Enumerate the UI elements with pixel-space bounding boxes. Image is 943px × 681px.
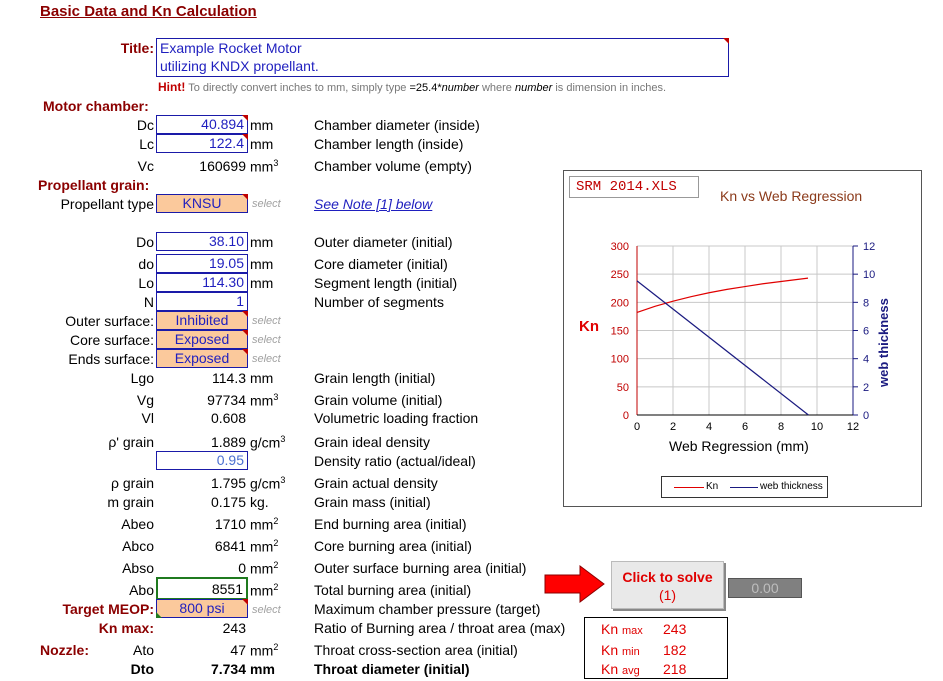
vc-value: 160699	[199, 158, 246, 174]
comment-marker-icon	[242, 311, 248, 317]
y2-tick-label: 0	[863, 410, 870, 422]
vc-description: Chamber volume (empty)	[314, 158, 472, 174]
segments-value: 1	[236, 293, 244, 309]
abo-symbol: Abo	[129, 582, 154, 598]
abeo-unit-sup: 2	[273, 516, 279, 526]
lc-input[interactable]	[156, 134, 248, 153]
solve-readout: 0.00	[728, 578, 802, 598]
core-dia-value: 19.05	[208, 255, 244, 271]
chart-ylabel: Kn	[579, 318, 599, 335]
vl-symbol: Vl	[141, 410, 154, 426]
meop-select[interactable]	[156, 599, 248, 618]
solve-button[interactable]	[611, 561, 724, 609]
kn-chart	[563, 170, 922, 507]
meop-label: Target MEOP:	[62, 601, 154, 617]
do-value: 38.10	[208, 233, 244, 249]
x-tick-label: 0	[633, 421, 641, 433]
abco-unit-text: mm	[250, 538, 274, 555]
comment-marker-icon	[242, 194, 248, 200]
vg-description: Grain volume (initial)	[314, 392, 443, 408]
lo-unit: mm	[250, 275, 274, 291]
hint-text-post: is dimension in inches.	[555, 82, 667, 94]
y2-tick-label: 2	[863, 381, 870, 394]
kn-min-value: 182	[663, 642, 687, 658]
kn-min-label	[601, 642, 640, 658]
vc-unit-text: mm	[250, 158, 274, 175]
vl-value: 0.608	[210, 410, 246, 426]
abco-value: 6841	[214, 538, 246, 554]
vg-unit	[250, 392, 278, 409]
rho-ideal-unit	[250, 434, 285, 451]
hint-formula: =25.4*	[409, 82, 442, 94]
see-note-link[interactable]: See Note [1] below	[314, 196, 433, 212]
dto-unit: mm	[250, 661, 275, 677]
do-symbol: Do	[136, 234, 154, 250]
lc-description: Chamber length (inside)	[314, 136, 464, 152]
meop-select-hint: select	[252, 604, 281, 616]
lgo-description: Grain length (initial)	[314, 370, 436, 386]
outer-surface-label: Outer surface:	[65, 313, 154, 329]
comment-marker-icon	[242, 134, 248, 140]
propellant-type-value: KNSU	[182, 195, 222, 211]
abso-unit-sup: 2	[273, 560, 279, 570]
comment-marker-icon	[242, 115, 248, 121]
lgo-value: 114.3	[212, 370, 246, 386]
rho-actual-unit-text: g/cm	[250, 475, 281, 492]
kn-max-value: 243	[663, 621, 687, 637]
dto-value: 7.734	[210, 661, 246, 677]
propellant-heading: Propellant grain:	[38, 177, 150, 193]
hint-word-2: number	[515, 82, 553, 94]
lc-symbol: Lc	[139, 136, 154, 152]
title-field[interactable]	[156, 38, 729, 77]
vg-value: 97734	[207, 392, 246, 408]
abeo-unit	[250, 516, 278, 533]
dc-symbol: Dc	[136, 117, 154, 133]
propellant-type-label: Propellant type	[60, 196, 154, 212]
hint-label: Hint!	[158, 80, 186, 94]
abco-unit	[250, 538, 278, 555]
ends-surface-value: Exposed	[174, 350, 230, 366]
abco-symbol: Abco	[122, 538, 154, 554]
meop-description: Maximum chamber pressure (target)	[314, 601, 541, 617]
x-tick-label: 4	[705, 421, 713, 433]
y2-tick-label: 10	[863, 269, 876, 282]
dc-unit: mm	[250, 117, 274, 133]
abo-selected-cell[interactable]	[156, 577, 248, 600]
y2-tick-label: 4	[863, 353, 870, 366]
x-tick-label: 8	[777, 421, 785, 433]
core-surface-value: Exposed	[174, 331, 230, 347]
n-symbol: N	[143, 294, 154, 310]
chart-xlabel: Web Regression (mm)	[669, 438, 809, 454]
title-line-1: Example Rocket Motor	[160, 40, 302, 56]
rho-actual-description: Grain actual density	[314, 475, 438, 491]
title-line-2: utilizing KNDX propellant.	[160, 58, 319, 74]
legend-kn-line	[674, 487, 704, 488]
legend-web-label: web thickness	[760, 481, 823, 492]
rho-actual-unit-sup: 3	[280, 475, 286, 485]
outer-surface-value: Inhibited	[175, 312, 229, 328]
abso-unit-text: mm	[250, 560, 274, 577]
ato-unit-text: mm	[250, 642, 274, 659]
core-dia-symbol: do	[138, 256, 154, 272]
propellant-select-hint: select	[252, 198, 281, 210]
vg-unit-sup: 3	[273, 392, 279, 402]
knmax-value: 243	[222, 620, 246, 636]
comment-marker-icon	[242, 349, 248, 355]
mass-description: Grain mass (initial)	[314, 494, 431, 510]
rho-ideal-description: Grain ideal density	[314, 434, 430, 450]
abeo-symbol: Abeo	[121, 516, 154, 532]
y-tick-label: 50	[616, 381, 629, 394]
lgo-unit: mm	[250, 370, 274, 386]
hint-text-mid: where	[481, 82, 515, 94]
rho-ideal-unit-text: g/cm	[250, 434, 281, 451]
dc-input[interactable]	[156, 115, 248, 134]
abco-unit-sup: 2	[273, 538, 279, 548]
ato-description: Throat cross-section area (initial)	[314, 642, 518, 658]
core-surface-label: Core surface:	[69, 332, 154, 348]
abeo-value: 1710	[214, 516, 246, 532]
solve-button-line1: Click to solve	[622, 569, 713, 585]
do-input[interactable]	[156, 232, 248, 251]
outer-surface-hint: select	[252, 315, 281, 327]
kn-min-text: Kn	[601, 642, 619, 658]
x-tick-label: 12	[846, 421, 860, 433]
segments-input[interactable]	[156, 292, 248, 311]
vg-symbol: Vg	[136, 392, 154, 408]
y2-tick-label: 12	[863, 241, 876, 253]
kn-max-text: Kn	[601, 621, 619, 637]
hint-word-1: number	[441, 82, 479, 94]
hint-text-pre: To directly convert inches to mm, simply type	[188, 82, 410, 94]
density-ratio-value: 0.95	[216, 452, 244, 468]
motor-chamber-heading: Motor chamber:	[43, 98, 149, 114]
ato-value: 47	[230, 642, 246, 658]
kn-min-sub: min	[622, 646, 640, 658]
propellant-type-select[interactable]	[156, 194, 248, 213]
formula-marker-icon	[156, 612, 162, 618]
rho-actual-unit	[250, 475, 285, 492]
chart-y2label: web thickness	[876, 298, 891, 387]
abeo-description: End burning area (initial)	[314, 516, 467, 532]
abso-symbol: Abso	[122, 560, 154, 576]
dto-symbol: Dto	[130, 661, 154, 677]
abo-unit-text: mm	[250, 582, 274, 599]
vc-unit-sup: 3	[273, 158, 279, 168]
knmax-label: Kn max:	[98, 620, 154, 636]
kn-avg-sub: avg	[622, 665, 640, 677]
comment-marker-icon	[723, 38, 729, 44]
core-surface-hint: select	[252, 334, 281, 346]
x-tick-label: 6	[741, 421, 749, 433]
kn-avg-value: 218	[663, 661, 687, 677]
page-title: Basic Data and Kn Calculation	[40, 3, 257, 20]
rho-actual-value: 1.795	[210, 475, 246, 491]
lo-description: Segment length (initial)	[314, 275, 458, 291]
mass-value: 0.175	[210, 494, 246, 510]
abso-unit	[250, 560, 278, 577]
mass-symbol: m grain	[107, 494, 154, 510]
y-tick-label: 150	[610, 325, 629, 338]
y-tick-label: 200	[610, 297, 629, 310]
y-tick-label: 250	[610, 269, 629, 282]
rho-ideal-symbol: ρ' grain	[108, 434, 154, 450]
segments-description: Number of segments	[314, 294, 444, 310]
ends-surface-label: Ends surface:	[68, 351, 154, 367]
rho-ideal-value: 1.889	[210, 434, 246, 450]
ato-unit	[250, 642, 278, 659]
lc-value: 122.4	[208, 135, 244, 151]
kn-max-sub: max	[622, 625, 643, 637]
solve-button-line2: (1)	[658, 587, 677, 603]
vc-symbol: Vc	[137, 158, 154, 174]
kn-series-line	[637, 278, 808, 312]
core-dia-description: Core diameter (initial)	[314, 256, 448, 272]
nozzle-heading: Nozzle:	[40, 642, 89, 658]
ato-unit-sup: 2	[273, 642, 279, 652]
density-ratio-input[interactable]	[156, 451, 248, 470]
red-arrow-icon	[544, 565, 606, 603]
chart-legend	[661, 476, 828, 498]
chart-title: Kn vs Web Regression	[720, 188, 863, 204]
comment-marker-icon	[242, 599, 248, 605]
knmax-description: Ratio of Burning area / throat area (max)	[314, 620, 566, 636]
lo-symbol: Lo	[138, 275, 154, 291]
vl-description: Volumetric loading fraction	[314, 410, 479, 426]
rho-actual-symbol: ρ grain	[111, 475, 154, 491]
lo-input[interactable]	[156, 273, 248, 292]
dc-value: 40.894	[201, 116, 244, 132]
abeo-unit-text: mm	[250, 516, 274, 533]
abo-value: 8551	[211, 581, 243, 597]
abo-unit	[250, 582, 278, 599]
lgo-symbol: Lgo	[130, 370, 154, 386]
legend-web-line	[730, 487, 758, 488]
core-dia-input[interactable]	[156, 254, 248, 273]
y-tick-label: 0	[622, 410, 629, 422]
ends-surface-hint: select	[252, 353, 281, 365]
comment-marker-icon	[242, 330, 248, 336]
do-unit: mm	[250, 234, 274, 250]
chart-svg	[564, 171, 921, 506]
y-tick-label: 300	[610, 241, 629, 253]
outer-surface-select[interactable]	[156, 311, 248, 330]
y2-tick-label: 8	[863, 297, 870, 310]
density-ratio-description: Density ratio (actual/ideal)	[314, 453, 476, 469]
web-thickness-series-line	[637, 281, 808, 415]
vc-unit	[250, 158, 278, 175]
lc-unit: mm	[250, 136, 274, 152]
ends-surface-select[interactable]	[156, 349, 248, 368]
y-tick-label: 100	[610, 353, 629, 366]
kn-avg-text: Kn	[601, 661, 619, 677]
kn-summary-box	[584, 617, 728, 679]
abo-description: Total burning area (initial)	[314, 582, 472, 598]
abco-description: Core burning area (initial)	[314, 538, 472, 554]
meop-value: 800 psi	[179, 600, 225, 616]
chart-tag: SRM 2014.XLS	[569, 176, 699, 198]
abo-unit-sup: 2	[273, 582, 279, 592]
abso-value: 0	[238, 560, 246, 576]
hint-row	[158, 80, 666, 94]
lo-value: 114.30	[202, 274, 244, 290]
kn-avg-label	[601, 661, 640, 677]
ato-symbol: Ato	[132, 642, 154, 658]
kn-max-label	[601, 621, 643, 637]
x-tick-label: 2	[669, 421, 677, 433]
y2-tick-label: 6	[863, 325, 870, 338]
x-tick-label: 10	[810, 421, 824, 433]
core-surface-select[interactable]	[156, 330, 248, 349]
dc-description: Chamber diameter (inside)	[314, 117, 480, 133]
dto-description: Throat diameter (initial)	[314, 661, 470, 677]
abso-description: Outer surface burning area (initial)	[314, 560, 527, 576]
core-dia-unit: mm	[250, 256, 274, 272]
mass-unit: kg.	[250, 494, 269, 510]
do-description: Outer diameter (initial)	[314, 234, 453, 250]
rho-ideal-unit-sup: 3	[280, 434, 286, 444]
vg-unit-text: mm	[250, 392, 274, 409]
legend-kn-label: Kn	[706, 481, 719, 492]
title-label: Title:	[120, 40, 154, 56]
